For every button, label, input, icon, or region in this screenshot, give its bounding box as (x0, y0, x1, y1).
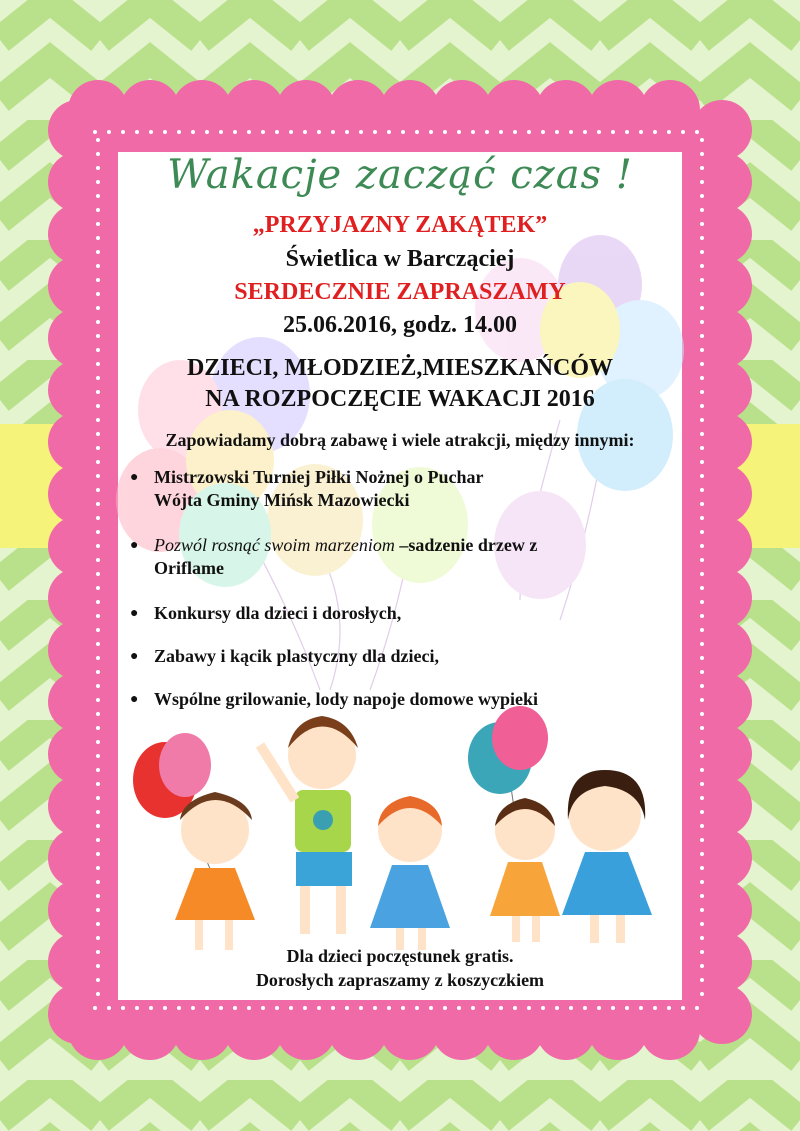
list-item: ● Konkursy dla dzieci i dorosłych, (130, 603, 402, 623)
organizer-name: „PRZYJAZNY ZAKĄTEK” (252, 212, 548, 238)
list-item: ● Zabawy i kącik plastyczny dla dzieci, (130, 646, 440, 666)
attractions-list (128, 466, 688, 711)
headline: Wakacje zacząć czas ! (167, 152, 633, 198)
audience-line-1: DZIECI, MŁODZIEŻ,MIESZKAŃCÓW (186, 355, 614, 381)
footer-line-2: Dorosłych zapraszamy z koszyczkiem (255, 970, 545, 990)
attractions-intro: Zapowiadamy dobrą zabawę i wiele atrakcji, między innymi: (165, 430, 635, 450)
audience-line-2: NA ROZPOCZĘCIE WAKACJI 2016 (205, 386, 595, 412)
bullet-icon: ● (130, 470, 139, 485)
bullet-icon: ● (130, 692, 139, 707)
list-item: ● Mistrzowski Turniej Piłki Nożnej o Puchar Wójta Gminy Mińsk Mazowiecki (130, 467, 484, 510)
list-item: ● Wspólne grilowanie, lody napoje domowe wypieki (130, 689, 539, 709)
event-datetime: 25.06.2016, godz. 14.00 (283, 312, 517, 338)
bullet-icon: ● (130, 606, 139, 621)
bullet-icon: ● (130, 538, 139, 553)
venue-name: Świetlica w Barcząciej (285, 246, 515, 272)
bullet-icon: ● (130, 649, 139, 664)
list-item: ● Pozwól rosnąć swoim marzeniom –sadzenie drzew z Oriflame (130, 535, 538, 578)
footer-line-1: Dla dzieci poczęstunek gratis. (286, 946, 514, 966)
invitation-line: SERDECZNIE ZAPRASZAMY (234, 279, 566, 305)
